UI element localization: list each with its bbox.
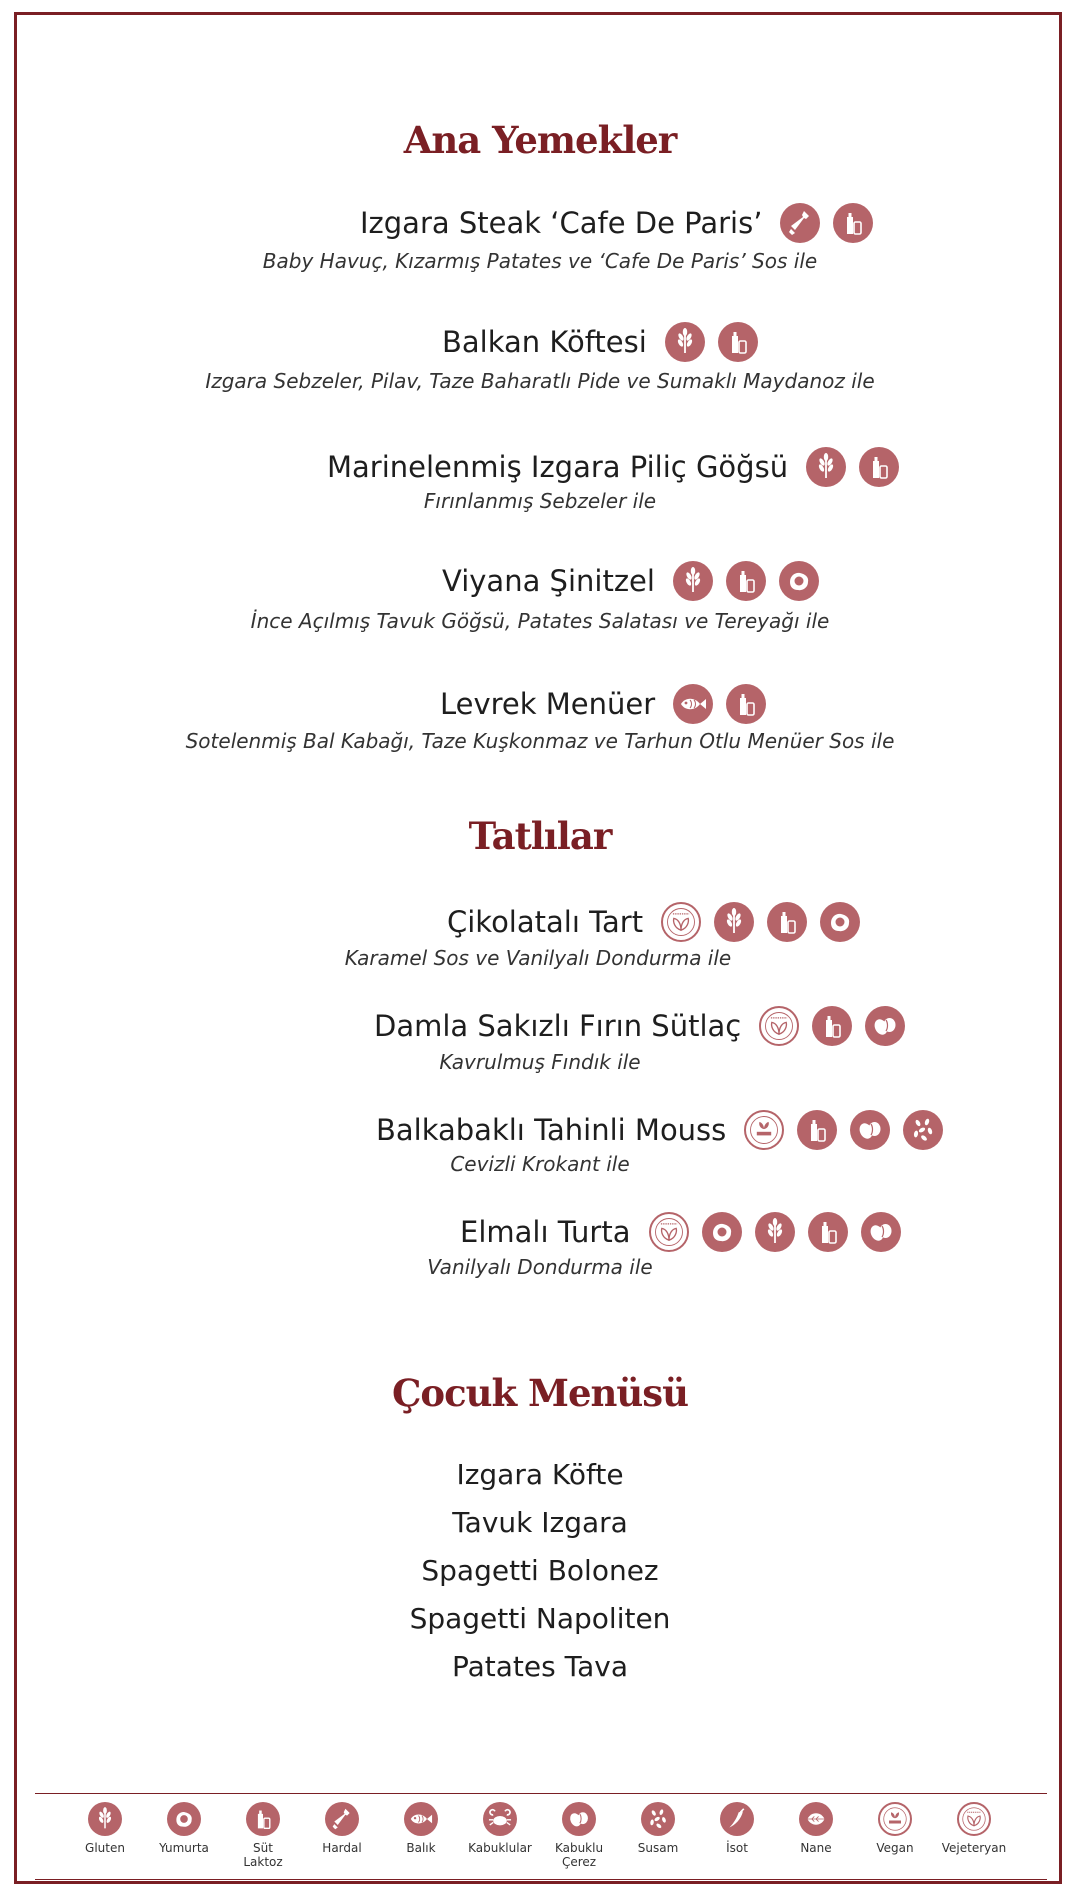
- section-title-kids: Çocuk Menüsü: [391, 1371, 689, 1415]
- milk-icon: [726, 561, 766, 601]
- menu-item: [376, 1110, 943, 1150]
- legend-label: Kabuklular: [468, 1841, 532, 1855]
- milk-icon: [812, 1006, 852, 1046]
- egg-icon: [820, 902, 860, 942]
- nuts-icon: [865, 1006, 905, 1046]
- item-description: Fırınlanmış Sebzeler ile: [423, 489, 657, 513]
- milk-icon: [797, 1110, 837, 1150]
- sesame-icon: [641, 1802, 675, 1836]
- item-description: Izgara Sebzeler, Pilav, Taze Baharatlı Pide ve Sumaklı Maydanoz ile: [205, 369, 875, 393]
- allergen-icons: [744, 1110, 943, 1150]
- menu-item: [360, 203, 873, 243]
- legend-item: [376, 1802, 466, 1855]
- kids-item: Izgara Köfte: [456, 1458, 624, 1491]
- fish-icon: [673, 684, 713, 724]
- sesame-icon: [903, 1110, 943, 1150]
- legend-item: [455, 1802, 545, 1855]
- legend-label: Balık: [406, 1841, 436, 1855]
- legend-item: [613, 1802, 703, 1855]
- legend-label: Susam: [637, 1841, 679, 1855]
- gluten-icon: [665, 322, 705, 362]
- legend-item: [771, 1802, 861, 1855]
- milk-icon: [859, 447, 899, 487]
- legend-item: [929, 1802, 1019, 1855]
- item-description: Baby Havuç, Kızarmış Patates ve ‘Cafe De Paris’ Sos ile: [262, 249, 818, 273]
- fish-icon: [404, 1802, 438, 1836]
- item-name: Balkan Köftesi: [442, 325, 647, 359]
- legend-item: [534, 1802, 624, 1869]
- vegetarian-icon: [661, 902, 701, 942]
- legend-label: Süt Laktoz: [243, 1841, 283, 1869]
- item-name: Balkabaklı Tahinli Mouss: [376, 1113, 727, 1147]
- menu-item: [460, 1212, 901, 1252]
- legend-label: Hardal: [322, 1841, 362, 1855]
- legend-item: [60, 1802, 150, 1855]
- nuts-icon: [562, 1802, 596, 1836]
- allergen-icons: [673, 684, 766, 724]
- allergen-legend: [0, 1802, 1080, 1882]
- vegan-icon: [744, 1110, 784, 1150]
- vegetarian-icon: [759, 1006, 799, 1046]
- item-description: Cevizli Krokant ile: [450, 1152, 630, 1176]
- kids-item: Spagetti Napoliten: [409, 1602, 671, 1635]
- chili-icon: [720, 1802, 754, 1836]
- legend-label: Yumurta: [159, 1841, 209, 1855]
- legend-item: [297, 1802, 387, 1855]
- kids-item: Patates Tava: [452, 1650, 628, 1683]
- allergen-icons: [759, 1006, 905, 1046]
- milk-icon: [246, 1802, 280, 1836]
- egg-icon: [702, 1212, 742, 1252]
- legend-label: Nane: [800, 1841, 832, 1855]
- mustard-icon: [780, 203, 820, 243]
- item-description: İnce Açılmış Tavuk Göğsü, Patates Salatası ve Tereyağı ile: [250, 609, 830, 633]
- legend-label: Gluten: [85, 1841, 125, 1855]
- vegan-icon: [878, 1802, 912, 1836]
- milk-icon: [718, 322, 758, 362]
- kids-item: Spagetti Bolonez: [421, 1554, 659, 1587]
- milk-icon: [833, 203, 873, 243]
- gluten-icon: [673, 561, 713, 601]
- mustard-icon: [325, 1802, 359, 1836]
- allergen-icons: [806, 447, 899, 487]
- milk-icon: [767, 902, 807, 942]
- item-description: Sotelenmiş Bal Kabağı, Taze Kuşkonmaz ve Tarhun Otlu Menüer Sos ile: [185, 729, 895, 753]
- legend-label: Vegan: [876, 1841, 914, 1855]
- item-description: Karamel Sos ve Vanilyalı Dondurma ile: [344, 946, 732, 970]
- section-title-main-courses: Ana Yemekler: [403, 118, 677, 162]
- gluten-icon: [714, 902, 754, 942]
- allergen-icons: [665, 322, 758, 362]
- allergen-icons: [673, 561, 819, 601]
- kids-item: Tavuk Izgara: [452, 1506, 628, 1539]
- legend-label: Vejeteryan: [941, 1841, 1007, 1855]
- allergen-icons: [780, 203, 873, 243]
- legend-item: [850, 1802, 940, 1855]
- menu-item: [374, 1006, 905, 1046]
- legend-label: İsot: [726, 1841, 748, 1855]
- menu-item: [442, 322, 758, 362]
- gluten-icon: [88, 1802, 122, 1836]
- item-name: Damla Sakızlı Fırın Sütlaç: [374, 1009, 742, 1043]
- legend-item: [218, 1802, 308, 1869]
- vegetarian-icon: [649, 1212, 689, 1252]
- egg-icon: [167, 1802, 201, 1836]
- nuts-icon: [861, 1212, 901, 1252]
- item-name: Izgara Steak ‘Cafe De Paris’: [360, 206, 763, 240]
- gluten-icon: [755, 1212, 795, 1252]
- legend-divider-top: [35, 1793, 1047, 1794]
- allergen-icons: [649, 1212, 901, 1252]
- item-name: Viyana Şinitzel: [442, 564, 655, 598]
- crab-icon: [483, 1802, 517, 1836]
- section-title-desserts: Tatlılar: [468, 814, 612, 858]
- legend-item: [139, 1802, 229, 1855]
- item-name: Çikolatalı Tart: [447, 905, 644, 939]
- gluten-icon: [806, 447, 846, 487]
- vegetarian-icon: [957, 1802, 991, 1836]
- nuts-icon: [850, 1110, 890, 1150]
- item-name: Marinelenmiş Izgara Piliç Göğsü: [327, 450, 789, 484]
- menu-item: [442, 561, 819, 601]
- legend-item: [692, 1802, 782, 1855]
- allergen-icons: [661, 902, 860, 942]
- milk-icon: [726, 684, 766, 724]
- menu-item: [440, 684, 766, 724]
- item-name: Levrek Menüer: [440, 687, 656, 721]
- item-description: Kavrulmuş Fındık ile: [439, 1050, 641, 1074]
- item-description: Vanilyalı Dondurma ile: [427, 1255, 653, 1279]
- legend-label: Kabuklu Çerez: [554, 1841, 604, 1869]
- egg-icon: [779, 561, 819, 601]
- menu-item: [447, 902, 860, 942]
- item-name: Elmalı Turta: [460, 1215, 631, 1249]
- mint-icon: [799, 1802, 833, 1836]
- milk-icon: [808, 1212, 848, 1252]
- menu-item: [327, 447, 899, 487]
- legend-divider-bottom: [35, 1879, 1047, 1880]
